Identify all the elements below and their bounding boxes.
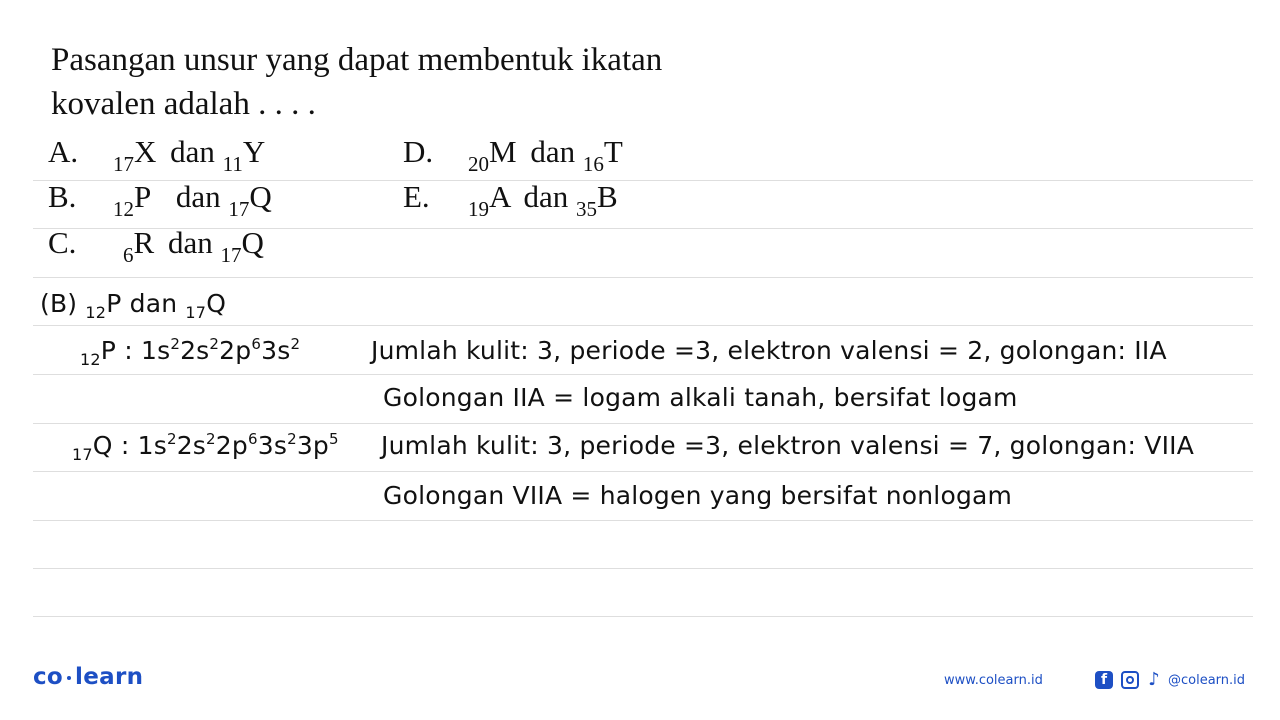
element-symbol: Y — [242, 134, 266, 169]
option-b — [48, 179, 272, 221]
q-info: Jumlah kulit: 3, periode =3, elektron valensi = 7, golongan: VIIA — [381, 431, 1195, 460]
option-c — [48, 225, 264, 267]
atomic-number: 16 — [582, 152, 604, 176]
ruled-line — [33, 568, 1253, 569]
ruled-line — [33, 423, 1253, 424]
option-d — [403, 134, 623, 176]
element-symbol: Q — [206, 289, 227, 318]
ruled-line — [33, 471, 1253, 472]
element-symbol: B — [596, 179, 618, 214]
element-symbol: P — [100, 336, 117, 365]
ruled-line — [33, 277, 1253, 278]
q-electron-config — [72, 429, 339, 464]
colearn-logo[interactable] — [33, 664, 143, 690]
option-letter: B. — [48, 179, 77, 214]
logo-co: co — [33, 664, 64, 690]
orbital: $2p^6$ — [219, 334, 262, 365]
website-link[interactable]: www.colearn.id — [944, 673, 1043, 688]
option-letter: C. — [48, 225, 77, 260]
element-symbol: R — [133, 225, 155, 260]
atomic-number: 17 — [72, 445, 93, 464]
atomic-number: 35 — [575, 197, 597, 221]
option-e — [403, 179, 618, 221]
atomic-number: 12 — [80, 350, 101, 369]
ruled-line — [33, 325, 1253, 326]
atomic-number: 12 — [85, 303, 107, 322]
logo-dot — [67, 676, 71, 680]
orbital: $2s^2$ — [180, 334, 220, 365]
element-symbol: Q — [249, 179, 272, 214]
atomic-number: 17 — [220, 243, 242, 267]
element-symbol: P — [134, 179, 151, 214]
element-symbol: T — [603, 134, 623, 169]
element-symbol: Q — [241, 225, 264, 260]
atomic-number: 17 — [185, 303, 207, 322]
social-handle[interactable]: @colearn.id — [1168, 673, 1246, 688]
p-group: Golongan IIA = logam alkali tanah, bersifat logam — [383, 383, 1018, 412]
facebook-icon[interactable]: f — [1095, 671, 1113, 689]
orbital: $1s^2$ — [137, 429, 177, 460]
separator: : — [120, 431, 130, 460]
social-icons — [1095, 671, 1163, 689]
atomic-number: 17 — [228, 197, 250, 221]
question-line-1: Pasangan unsur yang dapat membentuk ikatan — [51, 42, 663, 78]
atomic-number: 20 — [468, 152, 489, 176]
conjunction: dan — [175, 179, 221, 214]
element-symbol: M — [489, 134, 517, 169]
logo-learn: learn — [75, 664, 144, 690]
ruled-line — [33, 616, 1253, 617]
atomic-number: 6 — [123, 243, 134, 267]
conjunction: dan — [523, 179, 569, 214]
atomic-number: 17 — [113, 152, 134, 176]
instagram-icon[interactable] — [1121, 671, 1139, 689]
element-symbol: P — [106, 289, 122, 318]
orbital: $3s^2$ — [261, 334, 301, 365]
answer-choice: (B) — [40, 289, 78, 318]
q-group: Golongan VIIA = halogen yang bersifat nonlogam — [383, 481, 1013, 510]
ruled-line — [33, 374, 1253, 375]
conjunction: dan — [530, 134, 576, 169]
orbital: $1s^2$ — [140, 334, 181, 365]
atomic-number: 12 — [113, 197, 134, 221]
option-letter: A. — [48, 134, 79, 169]
conjunction: dan — [129, 289, 178, 318]
atomic-number: 19 — [468, 197, 489, 221]
element-symbol: X — [134, 134, 157, 169]
element-symbol: Q — [92, 431, 113, 460]
orbital: $3p^5$ — [296, 429, 339, 460]
ruled-line — [33, 520, 1253, 521]
answer-heading — [40, 289, 227, 322]
separator: : — [124, 336, 133, 365]
orbital: $3s^2$ — [257, 429, 297, 460]
tiktok-icon[interactable]: ♪ — [1148, 669, 1160, 691]
p-info: Jumlah kulit: 3, periode =3, elektron valensi = 2, golongan: IIA — [371, 336, 1167, 365]
option-letter: E. — [403, 179, 430, 214]
conjunction: dan — [170, 134, 215, 169]
option-a — [48, 134, 266, 176]
atomic-number: 11 — [222, 152, 243, 176]
orbital: $2s^2$ — [176, 429, 216, 460]
p-electron-config — [80, 334, 301, 369]
option-letter: D. — [403, 134, 434, 169]
conjunction: dan — [167, 225, 213, 260]
question-line-2: kovalen adalah . . . . — [51, 86, 316, 122]
element-symbol: A — [489, 179, 510, 214]
orbital: $2p^6$ — [215, 429, 258, 460]
